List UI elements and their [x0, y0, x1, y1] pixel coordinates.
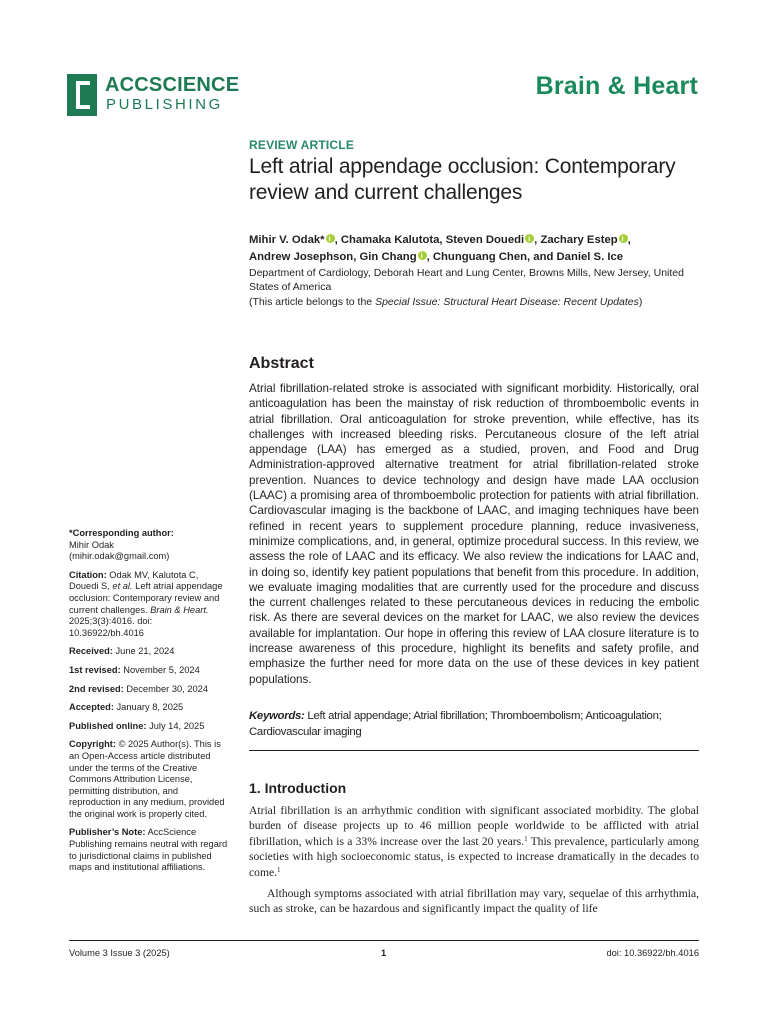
footer-doi[interactable]: doi: 10.36922/bh.4016 [606, 948, 699, 958]
keywords [249, 709, 701, 740]
affiliation: Department of Cardiology, Deborah Heart and Lung Center, Browns Mills, New Jersey, United States of America [249, 267, 684, 293]
received-date: Received: June 21, 2024 [69, 646, 175, 657]
author-name[interactable]: Gin Chang [359, 251, 417, 263]
citation: Citation: Odak MV, Kalutota C, Douedi S, et al. Left atrial appendage occlusion: Contemporary review and current challenges. Brain & Heart. 2025;3(3):4016. doi: 10.36922/bh.4016 [69, 569, 223, 638]
orcid-icon[interactable] [619, 234, 628, 243]
special-issue-link[interactable]: Special Issue: Structural Heart Disease: Recent Updates [375, 296, 639, 308]
accepted-date: Accepted: January 8, 2025 [69, 702, 184, 713]
orcid-icon[interactable] [326, 234, 335, 243]
author-name[interactable]: Mihir V. Odak* [249, 234, 325, 246]
author-name[interactable]: Chunguang Chen [432, 251, 528, 263]
article-type: REVIEW ARTICLE [249, 138, 355, 152]
first-revised-date: 1st revised: November 5, 2024 [69, 664, 200, 675]
author-name[interactable]: Chamaka Kalutota [340, 234, 440, 246]
corresponding-author: *Corresponding author: Mihir Odak (mihir.odak@gmail.com) [69, 528, 229, 563]
footer-divider [69, 940, 699, 941]
article-title: Left atrial appendage occlusion: Contemporary review and current challenges [249, 155, 676, 204]
logo-wordmark-top: ACCSCIENCE [105, 74, 240, 96]
copyright: Copyright: © 2025 Author(s). This is an Open-Access article distributed under the terms of the Creative Commons Attribution License, permitting distribution, and reproduction in any medium, provided the original work is properly cited. [69, 739, 225, 819]
footer-volume: Volume 3 Issue 3 (2025) [69, 948, 170, 958]
author-name[interactable]: Steven Douedi [445, 234, 525, 246]
author-name[interactable]: Zachary Estep [540, 234, 618, 246]
abstract-text: Atrial fibrillation-related stroke is associated with significant morbidity. Historically, oral anticoagulation has been the mainstay of risk reduction of thromboembolic events in atrial fibrillation. Oral anticoagulation for stroke prevention, while effective, has its challenges with increased bleeding risks. Percutaneous closure of the left atrial appendage (LAA) has emerged as a studied, proven, and Food and Drug Administration-approved alternative treatment for atrial fibrillation-related stroke prevention. Nuances to device technology and design have made LAA occlusion (LAAC) a promising area of thromboembolic protection for patients with atrial fibrillation. Cardiovascular imaging is the backbone of LAAC, and imaging techniques have been refined in recent years to supplement procedure planning, reduce invasiveness, minimize complications, and, in general, optimize procedural success. In this review, we assess the role of LAAC and its efficacy. We also review the indications for LAAC and, in doing so, identify key patient populations that benefit from this procedure. In addition, we evaluate imaging modalities that are currently used for the procedure and discuss the current challenges related to these percutaneous devices in reducing the embolic risk. As there are several devices on the market for LAAC, we also review the devices available for implantation. Our hope in offering this review of LAA closure literature is to increase awareness of this procedure, highlight its benefits and safety profile, and emphasize the further need for more data on the use of these devices in key patient populations. [249, 382, 699, 686]
page-number: 1 [381, 948, 387, 958]
accscience-logo-icon [67, 74, 97, 116]
keywords-text: Left atrial appendage; Atrial fibrillation; Thromboembolism; Anticoagulation; Cardiovascular imaging [249, 710, 662, 738]
introduction-heading: 1. Introduction [249, 780, 347, 796]
corresponding-email[interactable]: (mihir.odak@gmail.com) [69, 551, 170, 562]
author-name[interactable]: Andrew Josephson [249, 251, 354, 263]
citation-ref[interactable]: 1 [277, 865, 281, 874]
published-date: Published online: July 14, 2025 [69, 720, 205, 731]
abstract-heading: Abstract [249, 355, 314, 372]
journal-title: Brain & Heart [535, 72, 698, 100]
keywords-label: Keywords: [249, 710, 305, 722]
special-issue-note: (This article belongs to the Special Issue: Structural Heart Disease: Recent Updates) [249, 296, 643, 308]
orcid-icon[interactable] [418, 251, 427, 260]
logo-wordmark-bottom: PUBLISHING [106, 96, 223, 113]
publisher-note: Publisher’s Note: AccScience Publishing remains neutral with regard to jurisdictional claims in published maps and institutional affiliations. [69, 827, 228, 873]
publisher-logo [67, 72, 240, 118]
citation-ref[interactable]: 1 [524, 834, 528, 843]
article-info-sidebar [69, 528, 229, 881]
orcid-icon[interactable] [525, 234, 534, 243]
second-revised-date: 2nd revised: December 30, 2024 [69, 683, 209, 694]
section-divider [249, 750, 699, 751]
author-name[interactable]: Daniel S. Ice [556, 251, 624, 263]
introduction-paragraph: Atrial fibrillation is an arrhythmic condition with significant associated morbidity. The global burden of disease projects up to 46 million people worldwide to be afflicted with atrial fibrillation, which is a 33% increase over the last 20 years.$^1$ This prevalence, particularly among societies with high socioeconomic status, is expected to increase dramatically in the decades to come.$^1$ [249, 804, 699, 879]
author-list: Mihir V. Odak*i , Chamaka Kalutota, Steven Douedii , Zachary Estepi , Andrew Josephson, Gin Changi , Chunguang Chen, and Daniel S. Ice [249, 232, 701, 266]
introduction-paragraph: Although symptoms associated with atrial fibrillation may vary, sequelae of this arrhythmia, such as stroke, can be hazardous and significantly impact the quality of life [249, 887, 699, 916]
